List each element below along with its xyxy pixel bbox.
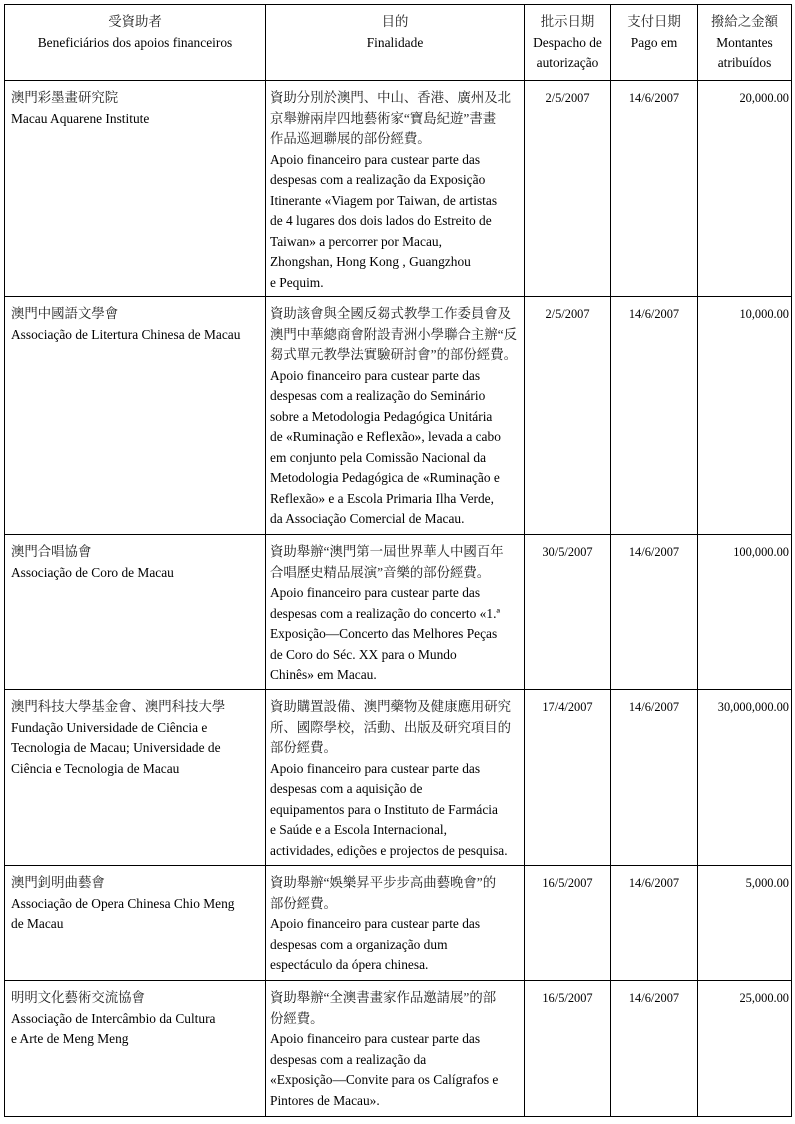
header-row <box>5 5 792 81</box>
purpose-pt-line: Apoio financeiro para custear parte das <box>270 585 481 600</box>
beneficiary-cell <box>5 535 266 690</box>
purpose-pt-line: Apoio financeiro para custear parte das <box>270 367 481 383</box>
purpose-cell <box>266 297 525 535</box>
header-paid-zh: 支付日期 <box>627 14 681 29</box>
purpose-pt-line: Itinerante «Viagem por Taiwan, de artistas <box>270 192 498 208</box>
purpose-pt-line: Reflexão» e a Escola Primaria Ilha Verde, <box>270 490 494 506</box>
purpose-pt-line: Zhongshan, Hong Kong , Guangzhou <box>270 254 471 269</box>
purpose-zh-line: 京舉辦兩岸四地藝術家“寶島紀遊”書畫 <box>270 110 497 126</box>
purpose-pt-line: Chinês» em Macau. <box>270 667 377 682</box>
header-paid-pt: Pago em <box>630 34 678 50</box>
header-authorized-zh: 批示日期 <box>540 14 595 29</box>
header-authorized <box>525 5 611 81</box>
purpose-pt-line: despesas com a aquisição de <box>270 781 423 796</box>
paid-date: 14/6/2007 <box>611 981 698 1117</box>
purpose-pt-line: Taiwan» a percorrer por Macau, <box>270 233 442 249</box>
header-amount-zh: 撥給之金額 <box>711 14 778 29</box>
authorized-date: 2/5/2007 <box>525 297 611 535</box>
beneficiary-pt-line: Ciência e Tecnologia de Macau <box>11 760 180 776</box>
purpose-zh-line: 作品巡迴聯展的部份經費。 <box>270 131 431 146</box>
purpose-zh-line: 合唱歷史精品展演”音樂的部份經費。 <box>270 564 491 580</box>
purpose-zh-line: 芻式單元教學法實驗研討會”的部份經費。 <box>270 347 517 362</box>
purpose-pt-line: despesas com a realização do Seminário <box>270 388 486 403</box>
paid-date: 14/6/2007 <box>611 866 698 981</box>
authorized-date: 2/5/2007 <box>525 81 611 297</box>
header-beneficiary-zh: 受資助者 <box>108 14 162 29</box>
table-row <box>5 981 792 1117</box>
purpose-cell <box>266 690 525 866</box>
beneficiary-cell <box>5 81 266 297</box>
header-amount <box>698 5 792 81</box>
purpose-zh-line: 資助舉辦“澳門第一屆世界華人中國百年 <box>270 544 504 559</box>
beneficiary-pt-line: Associação de Coro de Macau <box>11 564 174 580</box>
purpose-pt-line: Apoio financeiro para custear parte das <box>270 916 481 931</box>
beneficiary-pt-line: Tecnologia de Macau; Universidade de <box>11 740 221 755</box>
authorized-date: 16/5/2007 <box>525 981 611 1117</box>
purpose-zh-line: 資助舉辦“全澳書畫家作品邀請展”的部 <box>270 990 497 1005</box>
purpose-pt-line: de Coro do Séc. XX para o Mundo <box>270 646 457 662</box>
beneficiary-pt-line: Macau Aquarene Institute <box>11 110 150 126</box>
grants-table <box>4 4 792 1117</box>
purpose-zh-line: 所、國際學校，活動、出版及研究項目的 <box>270 719 512 735</box>
purpose-pt-line: e Saúde e a Escola Internacional, <box>270 822 447 837</box>
header-purpose-zh: 目的 <box>381 14 409 29</box>
purpose-zh-line: 部份經費。 <box>270 895 337 911</box>
beneficiary-zh: 澳門中國語文學會 <box>11 306 119 321</box>
purpose-pt-line: Apoio financeiro para custear parte das <box>270 1031 481 1046</box>
purpose-pt-line: Apoio financeiro para custear parte das <box>270 760 481 776</box>
paid-date: 14/6/2007 <box>611 535 698 690</box>
beneficiary-zh: 澳門彩墨畫研究院 <box>11 90 119 105</box>
header-purpose-pt: Finalidade <box>366 34 424 50</box>
purpose-cell <box>266 981 525 1117</box>
beneficiary-zh: 澳門釗明曲藝會 <box>11 875 105 890</box>
purpose-pt-line: de 4 lugares dos dois lados do Estreito de <box>270 213 492 228</box>
header-beneficiary <box>5 5 266 81</box>
beneficiary-pt-line: de Macau <box>11 916 64 931</box>
purpose-pt-line: equipamentos para o Instituto de Farmácia <box>270 801 498 817</box>
header-authorized-pt-1: Despacho de <box>533 34 602 50</box>
amount-value: 10,000.00 <box>698 297 792 535</box>
purpose-pt-line: despesas com a realização do concerto «1.ª <box>270 605 501 621</box>
beneficiary-cell <box>5 297 266 535</box>
table-row <box>5 297 792 535</box>
purpose-zh-line: 資助該會與全國反芻式教學工作委員會及 <box>270 306 512 321</box>
beneficiary-pt-line: Associação de Litertura Chinesa de Macau <box>11 326 241 342</box>
amount-value: 25,000.00 <box>698 981 792 1117</box>
table-row <box>5 866 792 981</box>
paid-date: 14/6/2007 <box>611 690 698 866</box>
table-row <box>5 81 792 297</box>
header-authorized-pt-2: autorização <box>536 55 599 70</box>
authorized-date: 16/5/2007 <box>525 866 611 981</box>
purpose-pt-line: e Pequim. <box>270 274 324 290</box>
header-amount-pt-1: Montantes <box>716 34 773 50</box>
purpose-pt-line: da Associação Comercial de Macau. <box>270 511 465 526</box>
purpose-pt-line: Pintores de Macau». <box>270 1092 380 1108</box>
purpose-pt-line: de «Ruminação e Reflexão», levada a cabo <box>270 429 501 444</box>
amount-value: 5,000.00 <box>698 866 792 981</box>
purpose-zh-line: 資助舉辦“娛樂昇平步步高曲藝晚會”的 <box>270 875 497 890</box>
beneficiary-pt-line: Fundação Universidade de Ciência e <box>11 719 208 735</box>
amount-value: 100,000.00 <box>698 535 792 690</box>
purpose-cell <box>266 81 525 297</box>
purpose-pt-line: Metodologia Pedagógica de «Ruminação e <box>270 470 500 485</box>
amount-value: 30,000,000.00 <box>698 690 792 866</box>
beneficiary-zh: 澳門合唱協會 <box>11 544 92 559</box>
authorized-date: 30/5/2007 <box>525 535 611 690</box>
purpose-zh-line: 資助購置設備、澳門藥物及健康應用研究 <box>270 699 512 714</box>
beneficiary-pt-line: e Arte de Meng Meng <box>11 1031 129 1046</box>
beneficiary-cell <box>5 866 266 981</box>
beneficiary-cell <box>5 981 266 1117</box>
amount-value: 20,000.00 <box>698 81 792 297</box>
purpose-pt-line: sobre a Metodologia Pedagógica Unitária <box>270 408 493 424</box>
purpose-cell <box>266 866 525 981</box>
beneficiary-pt-line: Associação de Intercâmbio da Cultura <box>11 1010 216 1026</box>
purpose-pt-line: em conjunto pela Comissão Nacional da <box>270 449 487 465</box>
paid-date: 14/6/2007 <box>611 81 698 297</box>
purpose-zh-line: 部份經費。 <box>270 740 337 755</box>
authorized-date: 17/4/2007 <box>525 690 611 866</box>
purpose-zh-line: 資助分別於澳門、中山、香港、廣州及北 <box>270 90 512 105</box>
header-amount-pt-2: atribuídos <box>717 55 772 70</box>
header-purpose <box>266 5 525 81</box>
purpose-pt-line: «Exposição—Convite para os Calígrafos e <box>270 1072 499 1087</box>
purpose-pt-line: espectáculo da ópera chinesa. <box>270 957 429 972</box>
beneficiary-zh: 明明文化藝術交流協會 <box>11 990 145 1005</box>
purpose-pt-line: despesas com a organização dum <box>270 936 448 952</box>
purpose-zh-line: 份經費。 <box>270 1010 324 1026</box>
purpose-zh-line: 澳門中華總商會附設青洲小學聯合主辦“反 <box>270 326 517 342</box>
purpose-pt-line: Apoio financeiro para custear parte das <box>270 151 481 167</box>
header-paid <box>611 5 698 81</box>
purpose-pt-line: despesas com a realização da Exposição <box>270 172 486 187</box>
header-beneficiary-pt: Beneficiários dos apoios financeiros <box>37 34 233 50</box>
purpose-pt-line: despesas com a realização da <box>270 1051 427 1067</box>
purpose-pt-line: Exposição—Concerto das Melhores Peças <box>270 626 498 641</box>
beneficiary-pt-line: Associação de Opera Chinesa Chio Meng <box>11 895 235 911</box>
table-row <box>5 535 792 690</box>
purpose-pt-line: actividades, edições e projectos de pesquisa. <box>270 842 508 858</box>
paid-date: 14/6/2007 <box>611 297 698 535</box>
table-row <box>5 690 792 866</box>
beneficiary-cell <box>5 690 266 866</box>
purpose-cell <box>266 535 525 690</box>
beneficiary-zh: 澳門科技大學基金會、澳門科技大學 <box>11 699 226 714</box>
